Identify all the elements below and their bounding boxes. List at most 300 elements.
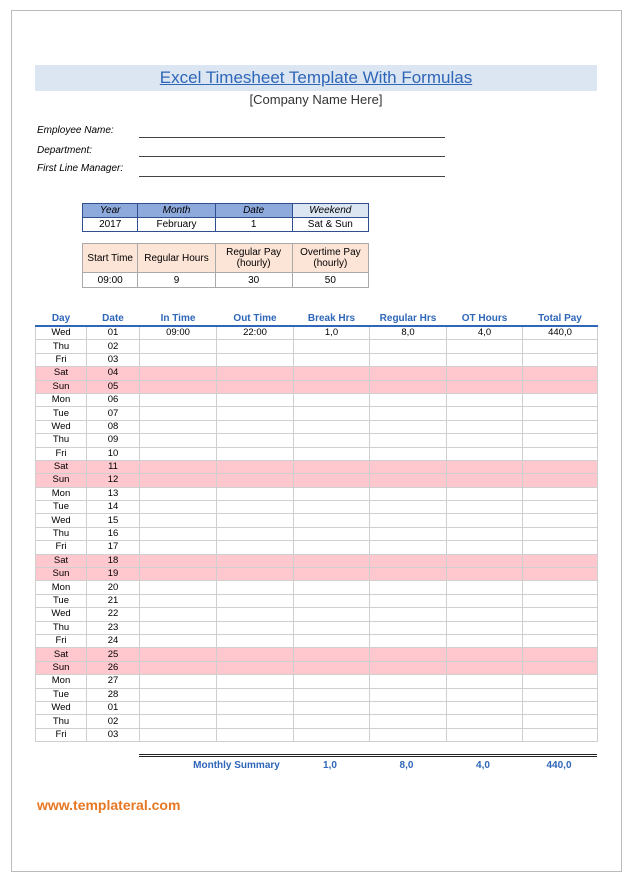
cell-regular-hrs[interactable] xyxy=(370,353,447,366)
cell-regular-hrs[interactable] xyxy=(370,527,447,540)
company-name: [Company Name Here] xyxy=(249,92,383,107)
cell-day: Sat xyxy=(36,648,87,661)
cell-date: 03 xyxy=(87,728,140,741)
cell-out-time[interactable] xyxy=(217,487,294,500)
cell-in-time[interactable] xyxy=(140,608,217,621)
cell-date: 21 xyxy=(87,594,140,607)
cell-ot-hours[interactable] xyxy=(447,367,523,380)
cell-date: 05 xyxy=(87,380,140,393)
cell-break-hrs[interactable] xyxy=(294,460,370,473)
pay-header-overtime-pay: Overtime Pay (hourly) xyxy=(292,244,368,273)
cell-total-pay[interactable]: 440,0 xyxy=(523,326,598,340)
cell-total-pay[interactable] xyxy=(523,568,598,581)
cell-day: Tue xyxy=(36,501,87,514)
column-header-day: Day xyxy=(36,312,87,326)
cell-in-time[interactable] xyxy=(140,675,217,688)
employee-name-label: Employee Name: xyxy=(37,125,114,136)
cell-regular-hrs[interactable] xyxy=(370,447,447,460)
cell-in-time[interactable] xyxy=(140,634,217,647)
cell-break-hrs[interactable] xyxy=(294,434,370,447)
table-row xyxy=(36,568,598,581)
cell-regular-hrs[interactable] xyxy=(370,701,447,714)
cell-total-pay[interactable] xyxy=(523,447,598,460)
table-row xyxy=(36,541,598,554)
cell-ot-hours[interactable] xyxy=(447,393,523,406)
cell-break-hrs[interactable] xyxy=(294,675,370,688)
cell-regular-hrs[interactable] xyxy=(370,675,447,688)
cell-day: Fri xyxy=(36,447,87,460)
cell-out-time[interactable] xyxy=(217,460,294,473)
table-row xyxy=(36,460,598,473)
cell-break-hrs[interactable] xyxy=(294,447,370,460)
cell-ot-hours[interactable] xyxy=(447,487,523,500)
cell-in-time[interactable] xyxy=(140,568,217,581)
department-field[interactable] xyxy=(139,155,445,157)
cell-total-pay[interactable] xyxy=(523,594,598,607)
cell-date: 06 xyxy=(87,393,140,406)
cell-break-hrs[interactable] xyxy=(294,420,370,433)
cell-ot-hours[interactable] xyxy=(447,715,523,728)
timesheet-table xyxy=(35,312,598,742)
cell-break-hrs[interactable] xyxy=(294,688,370,701)
cell-date: 01 xyxy=(87,326,140,340)
cell-date: 08 xyxy=(87,420,140,433)
cell-total-pay[interactable] xyxy=(523,661,598,674)
cell-regular-hrs[interactable] xyxy=(370,501,447,514)
cell-in-time[interactable] xyxy=(140,420,217,433)
cell-date: 20 xyxy=(87,581,140,594)
table-row xyxy=(36,648,598,661)
cell-total-pay[interactable] xyxy=(523,407,598,420)
cell-regular-hrs[interactable] xyxy=(370,554,447,567)
cell-day: Tue xyxy=(36,594,87,607)
cell-regular-hrs[interactable] xyxy=(370,434,447,447)
info-table xyxy=(82,203,369,232)
cell-in-time[interactable] xyxy=(140,407,217,420)
cell-out-time[interactable] xyxy=(217,514,294,527)
cell-date: 09 xyxy=(87,434,140,447)
cell-break-hrs[interactable] xyxy=(294,634,370,647)
cell-day: Mon xyxy=(36,581,87,594)
info-header-year: Year xyxy=(83,204,138,218)
cell-break-hrs[interactable] xyxy=(294,608,370,621)
cell-day: Thu xyxy=(36,340,87,353)
cell-ot-hours[interactable] xyxy=(447,474,523,487)
cell-ot-hours[interactable]: 4,0 xyxy=(447,326,523,340)
cell-total-pay[interactable] xyxy=(523,688,598,701)
cell-out-time[interactable] xyxy=(217,474,294,487)
cell-total-pay[interactable] xyxy=(523,701,598,714)
cell-day: Sat xyxy=(36,554,87,567)
cell-regular-hrs[interactable] xyxy=(370,367,447,380)
cell-in-time[interactable] xyxy=(140,648,217,661)
table-row xyxy=(36,407,598,420)
cell-day: Fri xyxy=(36,728,87,741)
cell-in-time[interactable] xyxy=(140,541,217,554)
cell-day: Sat xyxy=(36,460,87,473)
cell-total-pay[interactable] xyxy=(523,541,598,554)
cell-break-hrs[interactable] xyxy=(294,393,370,406)
cell-regular-hrs[interactable] xyxy=(370,568,447,581)
cell-ot-hours[interactable] xyxy=(447,380,523,393)
cell-date: 15 xyxy=(87,514,140,527)
cell-out-time[interactable] xyxy=(217,581,294,594)
cell-total-pay[interactable] xyxy=(523,474,598,487)
cell-total-pay[interactable] xyxy=(523,527,598,540)
column-header-total-pay: Total Pay xyxy=(523,312,598,326)
cell-total-pay[interactable] xyxy=(523,487,598,500)
cell-day: Thu xyxy=(36,715,87,728)
cell-break-hrs[interactable] xyxy=(294,487,370,500)
cell-ot-hours[interactable] xyxy=(447,407,523,420)
cell-in-time[interactable] xyxy=(140,715,217,728)
cell-break-hrs[interactable] xyxy=(294,340,370,353)
cell-date: 02 xyxy=(87,715,140,728)
cell-break-hrs[interactable] xyxy=(294,568,370,581)
cell-in-time[interactable] xyxy=(140,393,217,406)
pay-header-regular-pay: Regular Pay (hourly) xyxy=(215,244,292,273)
summary-ot-hours: 4,0 xyxy=(476,760,490,771)
cell-ot-hours[interactable] xyxy=(447,621,523,634)
cell-total-pay[interactable] xyxy=(523,715,598,728)
cell-total-pay[interactable] xyxy=(523,554,598,567)
pay-header-start-time: Start Time xyxy=(83,244,138,273)
cell-break-hrs[interactable] xyxy=(294,581,370,594)
cell-regular-hrs[interactable] xyxy=(370,688,447,701)
cell-ot-hours[interactable] xyxy=(447,527,523,540)
cell-regular-hrs[interactable] xyxy=(370,608,447,621)
cell-regular-hrs[interactable] xyxy=(370,340,447,353)
cell-break-hrs[interactable] xyxy=(294,661,370,674)
cell-total-pay[interactable] xyxy=(523,340,598,353)
cell-out-time[interactable] xyxy=(217,407,294,420)
cell-total-pay[interactable] xyxy=(523,501,598,514)
table-row xyxy=(36,434,598,447)
cell-in-time[interactable] xyxy=(140,474,217,487)
table-row xyxy=(36,715,598,728)
table-row xyxy=(36,326,598,340)
cell-in-time[interactable] xyxy=(140,447,217,460)
cell-regular-hrs[interactable] xyxy=(370,474,447,487)
cell-total-pay[interactable] xyxy=(523,675,598,688)
cell-total-pay[interactable] xyxy=(523,353,598,366)
cell-break-hrs[interactable] xyxy=(294,554,370,567)
cell-regular-hrs[interactable] xyxy=(370,487,447,500)
cell-break-hrs[interactable] xyxy=(294,474,370,487)
info-header-weekend: Weekend xyxy=(292,204,368,218)
cell-ot-hours[interactable] xyxy=(447,648,523,661)
cell-ot-hours[interactable] xyxy=(447,688,523,701)
cell-out-time[interactable] xyxy=(217,420,294,433)
table-row xyxy=(36,340,598,353)
cell-in-time[interactable] xyxy=(140,460,217,473)
cell-out-time[interactable] xyxy=(217,353,294,366)
cell-regular-hrs[interactable] xyxy=(370,621,447,634)
summary-total-pay: 440,0 xyxy=(546,760,572,771)
cell-ot-hours[interactable] xyxy=(447,460,523,473)
cell-out-time[interactable] xyxy=(217,367,294,380)
cell-in-time[interactable] xyxy=(140,434,217,447)
cell-regular-hrs[interactable] xyxy=(370,634,447,647)
cell-ot-hours[interactable] xyxy=(447,608,523,621)
cell-in-time[interactable] xyxy=(140,340,217,353)
cell-break-hrs[interactable] xyxy=(294,407,370,420)
table-row xyxy=(36,554,598,567)
cell-break-hrs[interactable]: 1,0 xyxy=(294,326,370,340)
cell-regular-hrs[interactable] xyxy=(370,594,447,607)
cell-regular-hrs[interactable] xyxy=(370,380,447,393)
table-row xyxy=(36,367,598,380)
cell-out-time[interactable] xyxy=(217,541,294,554)
first-line-manager-field[interactable] xyxy=(139,175,445,177)
cell-ot-hours[interactable] xyxy=(447,728,523,741)
cell-break-hrs[interactable] xyxy=(294,594,370,607)
cell-day: Fri xyxy=(36,353,87,366)
info-date[interactable]: 1 xyxy=(215,218,292,232)
table-row xyxy=(36,501,598,514)
cell-total-pay[interactable] xyxy=(523,367,598,380)
cell-day: Wed xyxy=(36,420,87,433)
cell-total-pay[interactable] xyxy=(523,434,598,447)
pay-regular-hours[interactable]: 9 xyxy=(138,273,215,288)
cell-out-time[interactable] xyxy=(217,393,294,406)
cell-date: 23 xyxy=(87,621,140,634)
cell-date: 13 xyxy=(87,487,140,500)
cell-ot-hours[interactable] xyxy=(447,594,523,607)
column-header-date: Date xyxy=(87,312,140,326)
cell-regular-hrs[interactable] xyxy=(370,407,447,420)
cell-regular-hrs[interactable] xyxy=(370,541,447,554)
cell-day: Wed xyxy=(36,701,87,714)
table-row xyxy=(36,380,598,393)
cell-out-time[interactable] xyxy=(217,648,294,661)
cell-day: Fri xyxy=(36,541,87,554)
cell-regular-hrs[interactable] xyxy=(370,715,447,728)
pay-overtime-pay[interactable]: 50 xyxy=(292,273,368,288)
cell-in-time[interactable] xyxy=(140,728,217,741)
cell-ot-hours[interactable] xyxy=(447,501,523,514)
table-row xyxy=(36,688,598,701)
cell-ot-hours[interactable] xyxy=(447,541,523,554)
cell-day: Thu xyxy=(36,621,87,634)
cell-in-time[interactable] xyxy=(140,661,217,674)
employee-name-field[interactable] xyxy=(139,136,445,138)
cell-out-time[interactable] xyxy=(217,608,294,621)
cell-break-hrs[interactable] xyxy=(294,728,370,741)
cell-break-hrs[interactable] xyxy=(294,367,370,380)
cell-out-time[interactable] xyxy=(217,728,294,741)
cell-day: Wed xyxy=(36,326,87,340)
cell-out-time[interactable] xyxy=(217,701,294,714)
cell-regular-hrs[interactable] xyxy=(370,661,447,674)
table-row xyxy=(36,728,598,741)
cell-ot-hours[interactable] xyxy=(447,514,523,527)
cell-break-hrs[interactable] xyxy=(294,514,370,527)
cell-regular-hrs[interactable] xyxy=(370,648,447,661)
title-bar xyxy=(35,65,597,91)
pay-regular-pay[interactable]: 30 xyxy=(215,273,292,288)
cell-total-pay[interactable] xyxy=(523,380,598,393)
table-row xyxy=(36,581,598,594)
table-row xyxy=(36,514,598,527)
pay-table xyxy=(82,243,369,288)
info-year[interactable]: 2017 xyxy=(83,218,138,232)
cell-break-hrs[interactable] xyxy=(294,527,370,540)
cell-total-pay[interactable] xyxy=(523,460,598,473)
table-row xyxy=(36,701,598,714)
cell-out-time[interactable] xyxy=(217,675,294,688)
cell-regular-hrs[interactable] xyxy=(370,460,447,473)
cell-date: 27 xyxy=(87,675,140,688)
cell-in-time[interactable] xyxy=(140,581,217,594)
cell-in-time[interactable] xyxy=(140,501,217,514)
website-link[interactable]: www.templateral.com xyxy=(37,797,181,813)
cell-ot-hours[interactable] xyxy=(447,447,523,460)
table-row xyxy=(36,474,598,487)
cell-day: Mon xyxy=(36,393,87,406)
cell-total-pay[interactable] xyxy=(523,648,598,661)
cell-ot-hours[interactable] xyxy=(447,554,523,567)
cell-in-time[interactable] xyxy=(140,594,217,607)
cell-ot-hours[interactable] xyxy=(447,661,523,674)
cell-in-time[interactable] xyxy=(140,527,217,540)
cell-in-time[interactable] xyxy=(140,380,217,393)
cell-total-pay[interactable] xyxy=(523,514,598,527)
cell-out-time[interactable] xyxy=(217,594,294,607)
cell-regular-hrs[interactable]: 8,0 xyxy=(370,326,447,340)
cell-break-hrs[interactable] xyxy=(294,701,370,714)
cell-day: Sun xyxy=(36,474,87,487)
cell-out-time[interactable] xyxy=(217,380,294,393)
cell-in-time[interactable] xyxy=(140,701,217,714)
cell-day: Thu xyxy=(36,434,87,447)
cell-out-time[interactable] xyxy=(217,447,294,460)
cell-break-hrs[interactable] xyxy=(294,648,370,661)
cell-regular-hrs[interactable] xyxy=(370,728,447,741)
cell-day: Tue xyxy=(36,407,87,420)
cell-ot-hours[interactable] xyxy=(447,581,523,594)
cell-day: Thu xyxy=(36,527,87,540)
table-row xyxy=(36,594,598,607)
cell-break-hrs[interactable] xyxy=(294,380,370,393)
table-row xyxy=(36,621,598,634)
info-header-month: Month xyxy=(138,204,215,218)
cell-in-time[interactable] xyxy=(140,554,217,567)
cell-date: 11 xyxy=(87,460,140,473)
pay-start-time[interactable]: 09:00 xyxy=(83,273,138,288)
cell-date: 10 xyxy=(87,447,140,460)
cell-total-pay[interactable] xyxy=(523,581,598,594)
cell-date: 24 xyxy=(87,634,140,647)
cell-out-time[interactable] xyxy=(217,568,294,581)
info-month[interactable]: February xyxy=(138,218,215,232)
cell-ot-hours[interactable] xyxy=(447,353,523,366)
cell-date: 26 xyxy=(87,661,140,674)
cell-in-time[interactable] xyxy=(140,514,217,527)
cell-ot-hours[interactable] xyxy=(447,634,523,647)
cell-total-pay[interactable] xyxy=(523,393,598,406)
cell-total-pay[interactable] xyxy=(523,420,598,433)
cell-date: 17 xyxy=(87,541,140,554)
info-header-date: Date xyxy=(215,204,292,218)
cell-ot-hours[interactable] xyxy=(447,420,523,433)
cell-date: 28 xyxy=(87,688,140,701)
cell-day: Tue xyxy=(36,688,87,701)
cell-out-time[interactable] xyxy=(217,688,294,701)
cell-total-pay[interactable] xyxy=(523,608,598,621)
summary-break-hrs: 1,0 xyxy=(323,760,337,771)
summary-regular-hrs: 8,0 xyxy=(399,760,414,771)
info-weekend[interactable]: Sat & Sun xyxy=(292,218,368,232)
cell-out-time[interactable] xyxy=(217,715,294,728)
table-row xyxy=(36,527,598,540)
table-row xyxy=(36,353,598,366)
cell-out-time[interactable] xyxy=(217,434,294,447)
cell-break-hrs[interactable] xyxy=(294,541,370,554)
cell-in-time[interactable] xyxy=(140,688,217,701)
department-label: Department: xyxy=(37,145,93,156)
cell-date: 01 xyxy=(87,701,140,714)
cell-total-pay[interactable] xyxy=(523,728,598,741)
cell-regular-hrs[interactable] xyxy=(370,581,447,594)
cell-date: 16 xyxy=(87,527,140,540)
cell-out-time[interactable] xyxy=(217,340,294,353)
cell-date: 02 xyxy=(87,340,140,353)
cell-ot-hours[interactable] xyxy=(447,701,523,714)
cell-break-hrs[interactable] xyxy=(294,501,370,514)
cell-total-pay[interactable] xyxy=(523,634,598,647)
cell-out-time[interactable]: 22:00 xyxy=(217,326,294,340)
monthly-summary-row xyxy=(139,754,597,772)
cell-ot-hours[interactable] xyxy=(447,434,523,447)
cell-day: Mon xyxy=(36,675,87,688)
cell-ot-hours[interactable] xyxy=(447,675,523,688)
cell-date: 25 xyxy=(87,648,140,661)
cell-out-time[interactable] xyxy=(217,501,294,514)
cell-out-time[interactable] xyxy=(217,554,294,567)
cell-day: Sun xyxy=(36,568,87,581)
cell-in-time[interactable]: 09:00 xyxy=(140,326,217,340)
cell-break-hrs[interactable] xyxy=(294,621,370,634)
cell-day: Sun xyxy=(36,661,87,674)
cell-ot-hours[interactable] xyxy=(447,568,523,581)
cell-regular-hrs[interactable] xyxy=(370,393,447,406)
cell-in-time[interactable] xyxy=(140,367,217,380)
cell-in-time[interactable] xyxy=(140,621,217,634)
cell-date: 12 xyxy=(87,474,140,487)
cell-out-time[interactable] xyxy=(217,634,294,647)
cell-out-time[interactable] xyxy=(217,527,294,540)
cell-regular-hrs[interactable] xyxy=(370,420,447,433)
table-row xyxy=(36,675,598,688)
table-row xyxy=(36,393,598,406)
monthly-summary-label: Monthly Summary xyxy=(193,760,280,771)
cell-break-hrs[interactable] xyxy=(294,715,370,728)
cell-break-hrs[interactable] xyxy=(294,353,370,366)
cell-out-time[interactable] xyxy=(217,621,294,634)
first-line-manager-label: First Line Manager: xyxy=(37,163,124,174)
cell-date: 03 xyxy=(87,353,140,366)
table-row xyxy=(36,487,598,500)
document-title: Excel Timesheet Template With Formulas xyxy=(159,68,473,87)
cell-out-time[interactable] xyxy=(217,661,294,674)
cell-ot-hours[interactable] xyxy=(447,340,523,353)
cell-total-pay[interactable] xyxy=(523,621,598,634)
column-header-in-time: In Time xyxy=(140,312,217,326)
cell-in-time[interactable] xyxy=(140,487,217,500)
cell-regular-hrs[interactable] xyxy=(370,514,447,527)
cell-in-time[interactable] xyxy=(140,353,217,366)
